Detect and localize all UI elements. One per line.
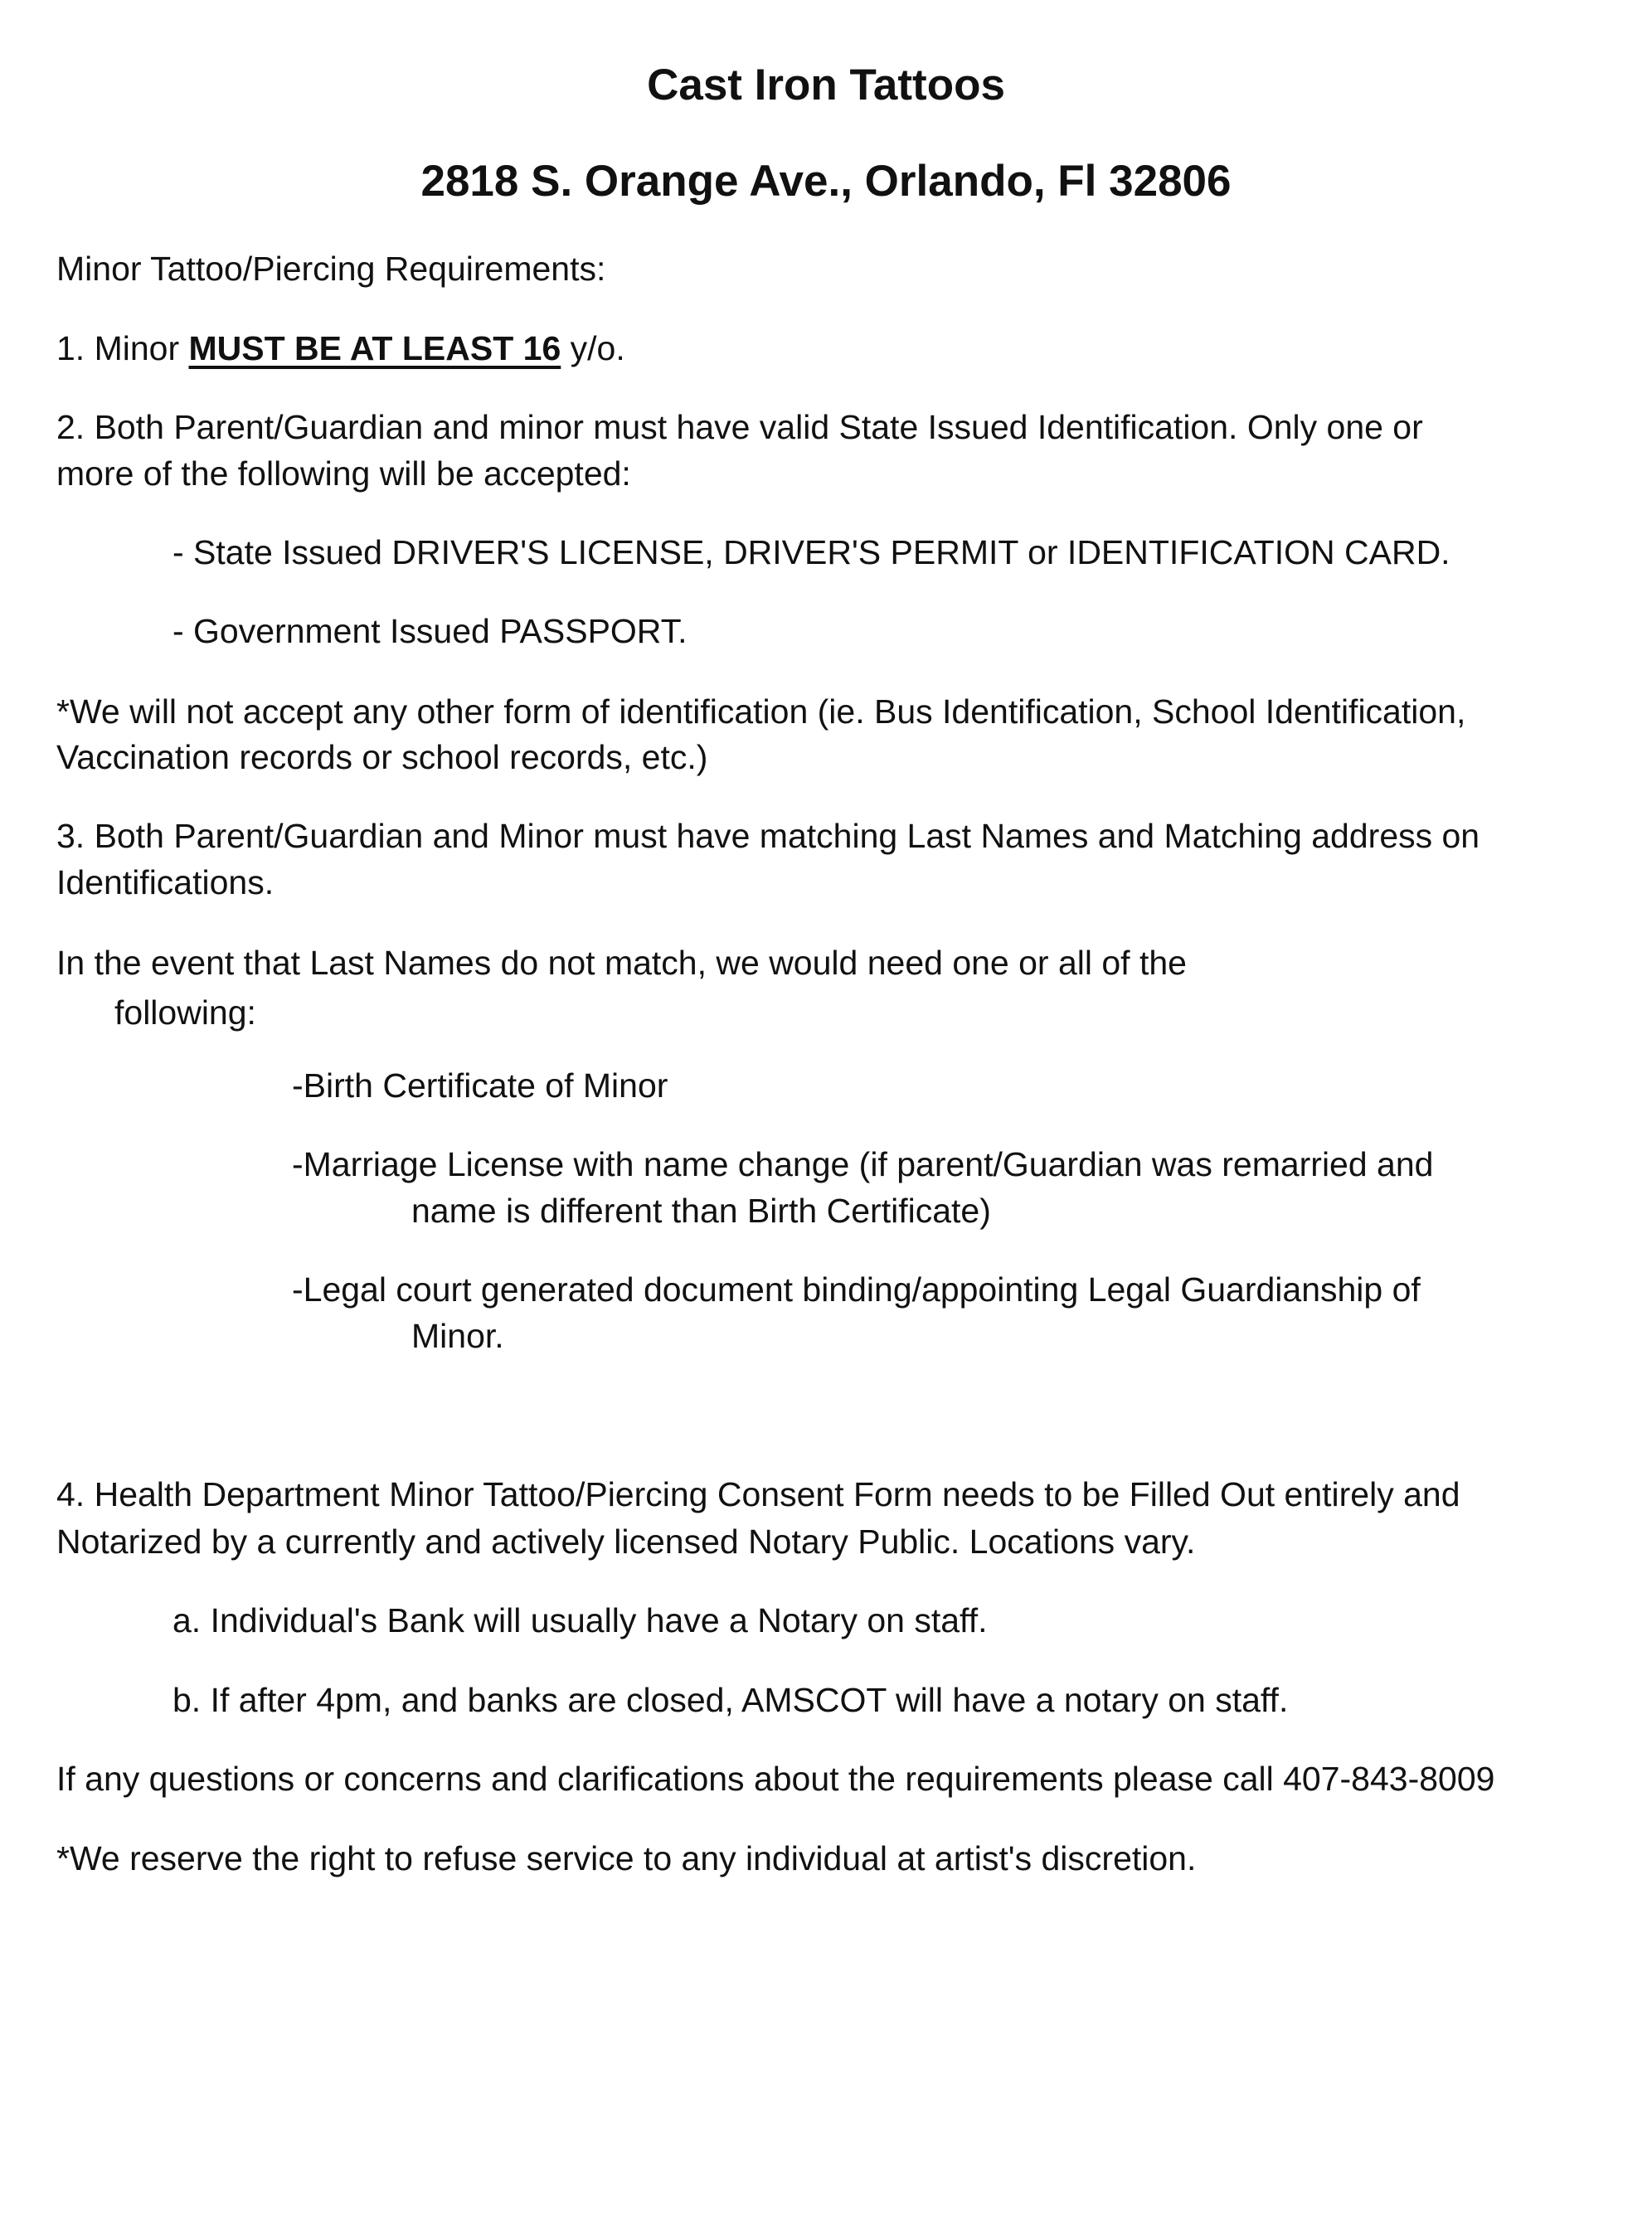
business-address: 2818 S. Orange Ave., Orlando, Fl 32806 [420,157,1232,206]
notary-option-amscot: b. If after 4pm, and banks are closed, AMSCOT will have a notary on staff. [172,1681,1289,1719]
disclaimer-line: *We reserve the right to refuse service to any individual at artist's discretion. [56,1839,1197,1877]
document-guardianship-line-1: -Legal court generated document binding/appointing Legal Guardianship of [292,1270,1421,1309]
requirement-1-prefix: 1. Minor [56,329,189,367]
requirement-1 [56,325,625,372]
name-mismatch-line-2: following: [114,993,256,1032]
name-mismatch-line-1: In the event that Last Names do not match, we would need one or all of the [56,944,1187,982]
document-marriage-license-line-2: name is different than Birth Certificate) [411,1192,991,1230]
id-note-line-1: *We will not accept any other form of identification (ie. Bus Identification, School Identification, [56,692,1466,731]
requirement-3-line-2: Identifications. [56,863,275,901]
contact-line: If any questions or concerns and clarifications about the requirements please call 407-843-8009 [56,1760,1495,1798]
id-note-line-2: Vaccination records or school records, etc.) [56,738,708,776]
requirement-2-line-1: 2. Both Parent/Guardian and minor must have valid State Issued Identification. Only one or [56,408,1423,446]
notary-option-bank: a. Individual's Bank will usually have a Notary on staff. [172,1601,988,1639]
requirement-4-line-2: Notarized by a currently and actively licensed Notary Public. Locations vary. [56,1523,1196,1561]
id-option-license: - State Issued DRIVER'S LICENSE, DRIVER'S PERMIT or IDENTIFICATION CARD. [172,533,1450,571]
requirement-2-line-2: more of the following will be accepted: [56,454,631,493]
requirement-1-suffix: y/o. [561,329,625,367]
requirements-heading: Minor Tattoo/Piercing Requirements: [56,250,606,288]
minimum-age-emphasis: MUST BE AT LEAST 16 [188,329,561,367]
document-guardianship-line-2: Minor. [411,1317,504,1355]
business-name: Cast Iron Tattoos [647,61,1005,109]
requirement-4-line-1: 4. Health Department Minor Tattoo/Piercing Consent Form needs to be Filled Out entirely and [56,1475,1460,1513]
requirement-3-line-1: 3. Both Parent/Guardian and Minor must have matching Last Names and Matching address on [56,817,1480,855]
document-marriage-license-line-1: -Marriage License with name change (if parent/Guardian was remarried and [292,1145,1434,1183]
id-option-passport: - Government Issued PASSPORT. [172,612,688,650]
document-birth-certificate: -Birth Certificate of Minor [292,1066,668,1105]
